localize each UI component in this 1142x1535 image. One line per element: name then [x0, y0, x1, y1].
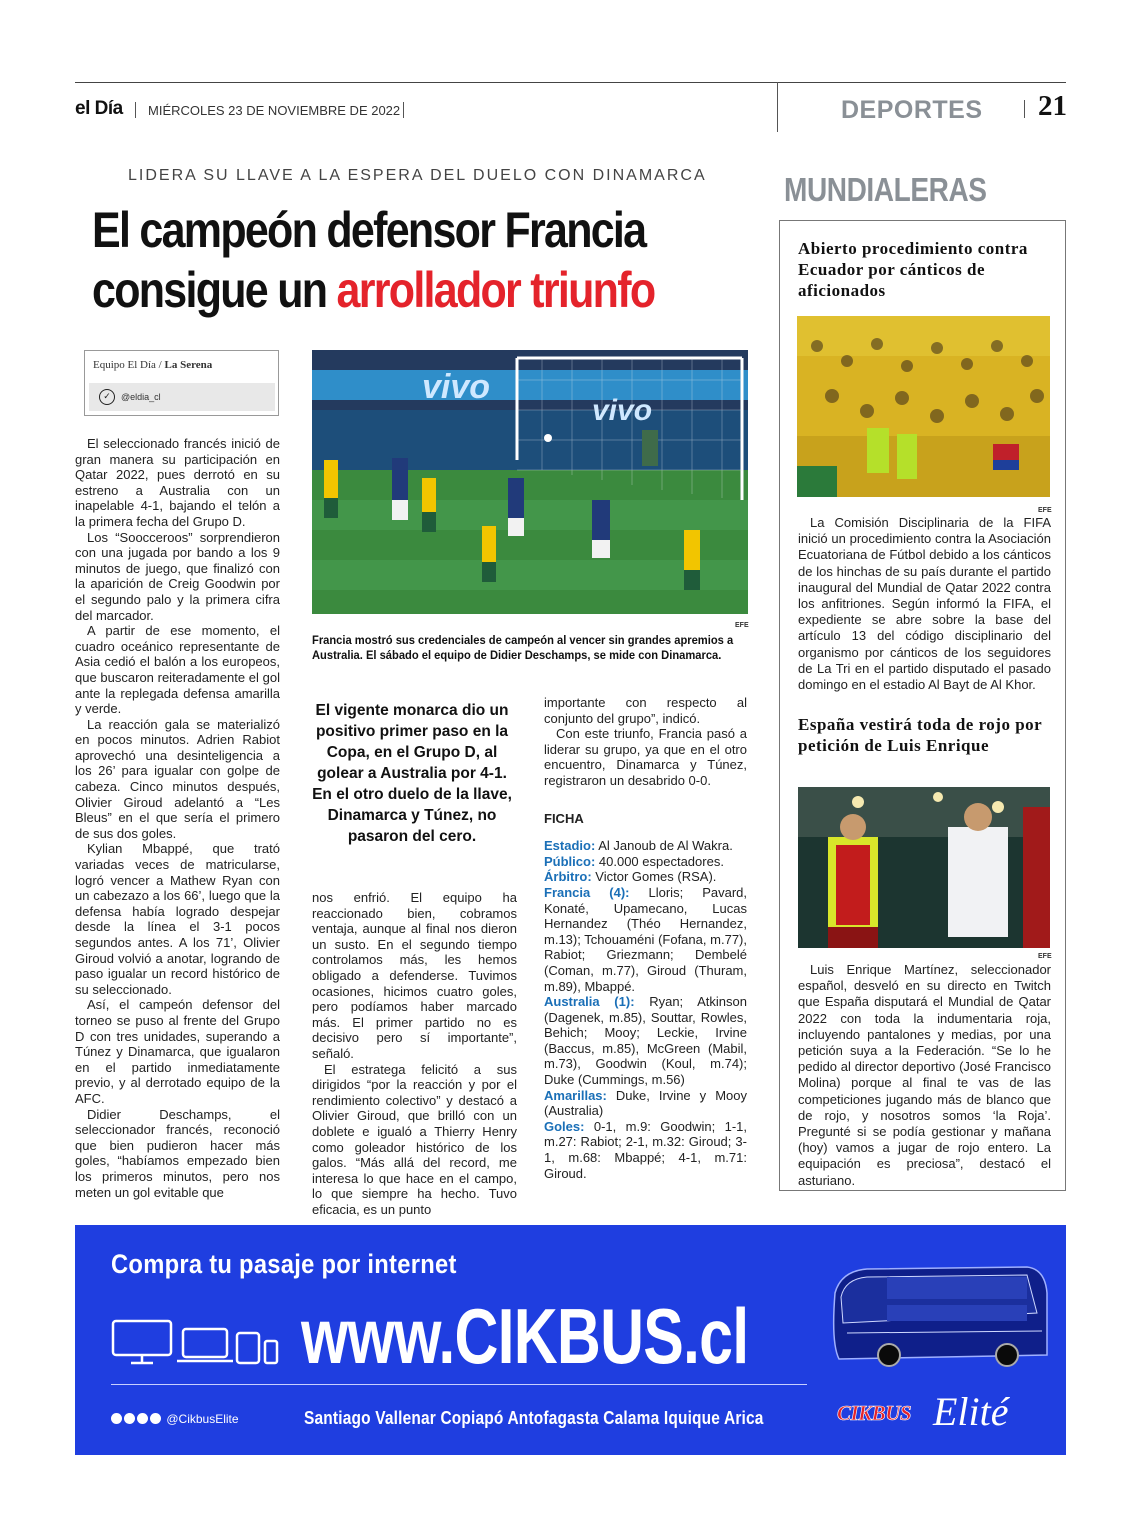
article-column-2	[312, 890, 517, 1217]
paragraph: El seleccionado francés inició de gran manera su participación en Qatar 2022, pues derrotó en su estreno a Australia con un inapelable 4-1, bajando el telón a la primera fecha del Grupo D.	[75, 436, 280, 529]
brand-name: CIKBUS	[837, 1401, 912, 1425]
paragraph: Con este triunfo, Francia pasó a liderar su grupo, ya que en el otro encuentro, Dinamarca y Túnez, registraron un desabrido 0-0.	[544, 726, 747, 788]
ad-divider	[111, 1384, 807, 1385]
devices-icon	[111, 1317, 281, 1367]
ficha-row	[544, 854, 747, 870]
ecuador-fans-graphic	[797, 316, 1050, 497]
header-rule	[75, 82, 1066, 83]
ficha-title: FICHA	[544, 810, 584, 826]
cikbus-brand-logo	[833, 1390, 1063, 1450]
ficha-label: Francia (4):	[544, 884, 630, 900]
photo-credit: EFE	[735, 622, 749, 629]
sidebar-story-text	[798, 962, 1051, 1189]
article-column-1	[75, 436, 280, 1200]
header-divider	[777, 82, 778, 132]
social-handle: @CikbusElite	[166, 1412, 239, 1426]
byline-author: Equipo El Día /	[93, 359, 162, 371]
ad-url[interactable]: www.CIKBUS.cl	[301, 1292, 749, 1380]
ficha-value: Victor Gomes (RSA).	[591, 869, 717, 885]
ficha-label: Goles:	[544, 1118, 585, 1134]
page-header	[75, 90, 1066, 132]
ficha-label: Australia (1):	[544, 994, 635, 1010]
sidebar-headline: Abierto procedimiento contra Ecuador por cánticos de aficionados	[798, 239, 1028, 300]
luis-enrique-photo	[798, 787, 1050, 948]
social-links[interactable]	[111, 1412, 239, 1426]
ad-title: Compra tu pasaje por internet	[111, 1249, 457, 1279]
brand-tagline: Elité	[933, 1389, 1009, 1434]
linkedin-icon[interactable]	[137, 1413, 148, 1424]
page-number: 21	[1038, 90, 1067, 122]
paragraph: El estratega felicitó a sus dirigidos “por la reacción y por el rendimiento colectivo” y destacó a Olivier Giroud, que brilló con un doblete e igualó a Thierry Henry como goleador histórico de los galos. “Más allá del record, me interesa lo que hace en el campo, lo que siempre ha hecho. Tuvo eficacia, es un punto	[312, 1061, 517, 1217]
paragraph: Luis Enrique Martínez, seleccionador español, desveló en su directo en Twitch que España disputará el Mundial de Qatar 2022 con toda la indumentaria roja, incluyendo pantalones y medias, por una petición suya a la Federación. “Se lo he pedido al director deportivo (José Francisco Molina) porque al final te vas de las competiciones jugando más de blanco que de rojo, y nosotros somos ‘la Roja’. Pregunté si se podía gestionar y mañana (hoy) vamos a jugar de rojo entero. La equipación es preciosa”, destacó el asturiano.	[798, 962, 1051, 1188]
match-photo-graphic	[312, 350, 748, 614]
article-column-3	[544, 695, 747, 1181]
sidebar-headline: España vestirá toda de rojo por petición de Luis Enrique	[798, 715, 1042, 755]
paragraph: A partir de ese momento, el cuadro oceánico representante de Asia cedió el balón a los europeos, que buscaron reiteradamente el gol ante la replegada defensa amarilla y verde.	[75, 623, 280, 717]
paragraph: Kylian Mbappé, que trató variadas veces de matricularse, logró vencer a Mathew Ryan con un cabezazo a los 66’, luego que la defensa había logrado despejar desde la línea el 3-1 pocos segundos antes. A los 71’, Olivier Giroud volvió a anotar, logrando de paso igualar un record histórico de su seleccionado.	[75, 841, 280, 997]
svg-text:vivo: vivo	[592, 394, 653, 427]
ficha-value: Ryan; Atkinson (Dagenek, m.85), Souttar, Rowles, Behich; Mooy; Leckie, Irvine (Baccus, m.85), McGreen (Mabil, m.73), Goodwin (Koul, m.74); Duke (Cummings, m.56)	[544, 994, 747, 1088]
article-kicker: LIDERA SU LLAVE A LA ESPERA DEL DUELO CON DINAMARCA	[128, 167, 707, 184]
issue-date: MIÉRCOLES 23 DE NOVIEMBRE DE 2022	[148, 103, 401, 118]
pull-quote: El vigente monarca dio un positivo primer paso en la Copa, en el Grupo D, al golear a Australia por 4-1. En el otro duelo de la llave, Dinamarca y Túnez, no pasaron del cero.	[312, 702, 512, 845]
ecuador-fans-photo	[797, 316, 1050, 497]
paragraph: importante con respecto al conjunto del grupo”, indicó.	[544, 695, 747, 726]
ficha-row	[544, 1088, 747, 1119]
ad-cities: Santiago Vallenar Copiapó Antofagasta Calama Iquique Arica	[304, 1408, 764, 1428]
ficha-value: 40.000 espectadores.	[595, 853, 724, 869]
section-name: DEPORTES	[841, 96, 983, 124]
sidebar-title: MUNDIALERAS	[784, 171, 987, 208]
ficha-value: Lloris; Pavard, Konaté, Upamecano, Lucas Hernandez (Théo Hernandez, m.13); Tchouaméni (Fofana, m.77), Rabiot; Griezmann; Dembelé (Coman, m.77), Giroud (Thuram, m.89), Mbappé.	[544, 884, 747, 994]
svg-text:vivo: vivo	[422, 368, 491, 406]
ficha-row	[544, 994, 747, 1088]
photo-caption: Francia mostró sus credenciales de campeón al vencer sin grandes apremios a Australia. El sábado el equipo de Didier Deschamps, se mide con Dinamarca.	[312, 633, 734, 662]
header-divider	[403, 102, 404, 118]
paragraph: nos enfrió. El equipo ha reaccionado bien, cobramos ventaja, aunque al final nos dieron un susto. En el segundo tiempo controlamos más, les hemos obligado a defenderse. Tuvimos ocasiones, hicimos cuatro goles, pero podíamos haber marcado más. El primer partido no es decisivo pero sí importante”, señaló.	[312, 890, 517, 1061]
byline-place: La Serena	[164, 359, 213, 371]
ficha-value: Al Janoub de Al Wakra.	[595, 838, 733, 854]
header-divider	[135, 102, 136, 118]
ficha-row	[544, 869, 747, 885]
twitter-handle: @eldia_cl	[121, 392, 161, 402]
cikbus-advertisement[interactable]	[75, 1225, 1066, 1455]
ficha-label: Amarillas:	[544, 1087, 607, 1103]
ficha-value: 0-1, m.9: Goodwin; 1-1, m.27: Rabiot; 2-1, m.32: Giroud; 3-1, m.68: Mbappé; 4-1, m.71: Giroud.	[544, 1118, 747, 1181]
paragraph: Didier Deschamps, el seleccionador francés, reconoció que bien pudieron hacer más goles, “habíamos empezado bien los primeros minutos, pero nos meten un gol evitable que	[75, 1106, 280, 1200]
headline-text: El campeón defensor Francia consigue un	[92, 202, 646, 318]
twitter-icon: ✓	[99, 389, 115, 405]
byline-box	[84, 350, 279, 416]
ficha-label: Público:	[544, 853, 596, 869]
paragraph: La Comisión Disciplinaria de la FIFA inició un procedimiento contra la Asociación Ecuatoriana de Fútbol debido a los cánticos de los hinchas de su país durante el partido inaugural del Mundial de Qatar 2022 contra los anfitriones. Según informó la FIFA, el expediente se abre sobre la base del artículo 13 del código disciplinario del organismo por cánticos de los seguidores de La Tri en el partido disputado el pasado domingo en el estadio Al Bayt de Al Khor.	[798, 515, 1051, 693]
ficha-label: Estadio:	[544, 838, 596, 854]
youtube-icon[interactable]	[150, 1413, 161, 1424]
newspaper-logo: el Día	[75, 98, 123, 119]
ficha-row	[544, 885, 747, 994]
ficha-row	[544, 838, 747, 854]
ficha-value: Duke, Irvine y Mooy (Australia)	[544, 1087, 747, 1119]
bus-icon	[827, 1263, 1051, 1373]
ficha-row	[544, 1119, 747, 1181]
photo-credit: EFE	[1038, 953, 1052, 960]
instagram-icon[interactable]	[124, 1413, 135, 1424]
paragraph: Los “Soocceroos” sorprendieron con una jugada por bando a los 9 minutos de juego, que finalizó con la aparición de Creig Goodwin por el segundo palo y la primera cifra del marcador.	[75, 529, 280, 623]
headline-highlight: arrollador triunfo	[336, 262, 655, 318]
paragraph: La reacción gala se materializó en pocos minutos. Adrien Rabiot aprovechó una desinteligencia a los 26’ para igualar con golpe de cabeza. Cinco minutos después, Olivier Giroud adelantó a “Les Bleus” en el que sería el primero de sus dos goles.	[75, 716, 280, 841]
match-photo	[312, 350, 748, 614]
paragraph: Así, el campeón defensor del torneo se puso al frente del Grupo D con tres unidades, superando a Túnez y Dinamarca, que igualaron en el partido inmediatamente previo, y al derrotado equipo de la AFC.	[75, 997, 280, 1106]
social-bar	[89, 383, 275, 411]
byline	[93, 359, 212, 371]
header-divider	[1024, 100, 1025, 118]
ficha-label: Árbitro:	[544, 869, 592, 885]
luis-enrique-graphic	[798, 787, 1050, 948]
facebook-icon[interactable]	[111, 1413, 122, 1424]
photo-credit: EFE	[1038, 507, 1052, 514]
article-headline	[92, 200, 668, 320]
sidebar-story-text	[798, 515, 1051, 693]
